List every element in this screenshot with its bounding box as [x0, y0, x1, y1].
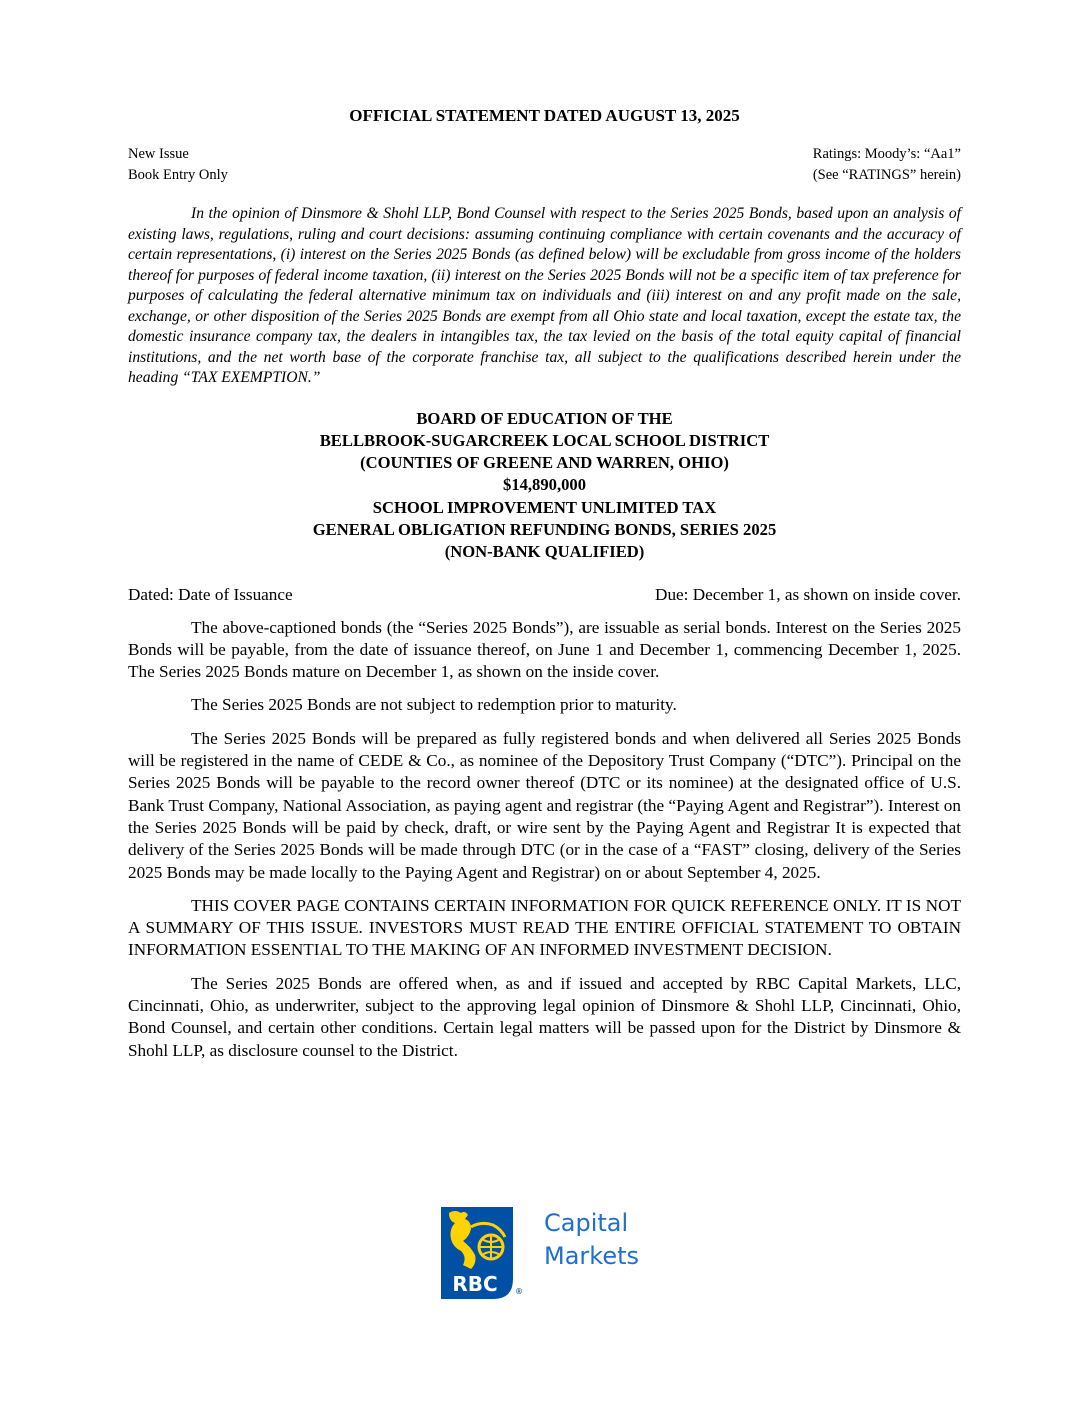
- bond-name-line-1: SCHOOL IMPROVEMENT UNLIMITED TAX: [372, 497, 717, 517]
- rbc-shield-icon: [441, 1207, 513, 1299]
- bond-heading: [128, 408, 961, 564]
- ratings-block: [813, 144, 961, 186]
- ratings-label: Ratings: Moody’s: “Aa1”: [812, 146, 961, 162]
- logo-line-markets: Markets: [544, 1242, 640, 1270]
- dated-label: Dated: Date of Issuance: [128, 584, 293, 604]
- dates-row: [128, 584, 961, 606]
- interest-paragraph: The above-captioned bonds (the “Series 2025 Bonds”), are issuable as serial bonds. Interest on the Series 2025 Bonds will be payable, from the date of issuance thereof, on June 1 and December 1, commencing December 1, 2025. The Series 2025 Bonds mature on December 1, as shown on the inside cover.: [128, 617, 961, 682]
- rbc-capital-markets-logo: [441, 1207, 671, 1303]
- official-statement-page: [128, 106, 961, 1062]
- issuer-line-2: BELLBROOK-SUGARCREEK LOCAL SCHOOL DISTRICT: [319, 430, 770, 450]
- redemption-paragraph: The Series 2025 Bonds are not subject to redemption prior to maturity.: [191, 695, 677, 715]
- tax-opinion-paragraph: In the opinion of Dinsmore & Shohl LLP, Bond Counsel with respect to the Series 2025 Bonds, based upon an analysis of existing laws, regulations, ruling and court decisions: assuming continuing compliance with certain covenants and the accuracy of certain representations, (i) interest on the Series 2025 Bonds (as defined below) will be excludable from gross income of the holders thereof for purposes of federal income taxation, (ii) interest on the Series 2025 Bonds will not be a specific item of tax preference for purposes of calculating the federal alternative minimum tax on individuals and (iii) interest on and any profit made on the sale, exchange, or other disposition of the Series 2025 Bonds are exempt from all Ohio state and local taxation, except the estate tax, the domestic insurance company tax, the dealers in intangibles tax, the tax levied on the basis of the total equity capital of financial institutions, and the net worth base of the corporate franchise tax, all subject to the qualifications described herein under the heading “TAX EXEMPTION.”: [128, 205, 961, 386]
- qualification-line: (NON-BANK QUALIFIED): [444, 542, 645, 562]
- new-issue-label: New Issue: [128, 146, 189, 162]
- counties-line: (COUNTIES OF GREENE AND WARREN, OHIO): [360, 453, 729, 473]
- bond-amount: $14,890,000: [503, 475, 586, 495]
- due-label: Due: December 1, as shown on inside cover.: [655, 584, 961, 604]
- bond-name-line-2: GENERAL OBLIGATION REFUNDING BONDS, SERIES 2025: [312, 519, 777, 539]
- registration-paragraph: The Series 2025 Bonds will be prepared as fully registered bonds and when delivered all Series 2025 Bonds will be registered in the name of CEDE & Co., as nominee of the Depository Trust Company (“DTC”). Principal on the Series 2025 Bonds will be payable to the record owner thereof (DTC or its nominee) at the designated office of U.S. Bank Trust Company, National Association, as paying agent and registrar (the “Paying Agent and Registrar”). Interest on the Series 2025 Bonds will be paid by check, draft, or wire sent by the Paying Agent and Registrar It is expected that delivery of the Series 2025 Bonds will be made through DTC (or in the case of a “FAST” closing, delivery of the Series 2025 Bonds may be made locally to the Paying Agent and Registrar) on or about September 4, 2025.: [128, 728, 961, 882]
- logo-wordmark: [544, 1207, 639, 1273]
- registered-mark: ®: [515, 1287, 523, 1296]
- issuer-line-1: BOARD OF EDUCATION OF THE: [416, 408, 673, 428]
- issue-type-block: [128, 144, 228, 186]
- issue-meta-row: [128, 144, 961, 186]
- underwriter-paragraph: The Series 2025 Bonds are offered when, as and if issued and accepted by RBC Capital Markets, LLC, Cincinnati, Ohio, as underwriter, subject to the approving legal opinion of Dinsmore & Shohl LLP, Cincinnati, Ohio, Bond Counsel, and certain other conditions. Certain legal matters will be passed upon for the District by Dinsmore & Shohl LLP, as disclosure counsel to the District.: [128, 973, 961, 1060]
- disclaimer-paragraph: THIS COVER PAGE CONTAINS CERTAIN INFORMATION FOR QUICK REFERENCE ONLY. IT IS NOT A SUMMARY OF THIS ISSUE. INVESTORS MUST READ THE ENTIRE OFFICIAL STATEMENT TO OBTAIN INFORMATION ESSENTIAL TO THE MAKING OF AN INFORMED INVESTMENT DECISION.: [128, 895, 961, 960]
- rbc-shield-text: RBC: [452, 1272, 498, 1296]
- logo-line-capital: Capital: [544, 1209, 629, 1237]
- book-entry-label: Book Entry Only: [128, 167, 228, 183]
- ratings-reference: (See “RATINGS” herein): [812, 167, 961, 183]
- document-title: OFFICIAL STATEMENT DATED AUGUST 13, 2025: [349, 106, 740, 125]
